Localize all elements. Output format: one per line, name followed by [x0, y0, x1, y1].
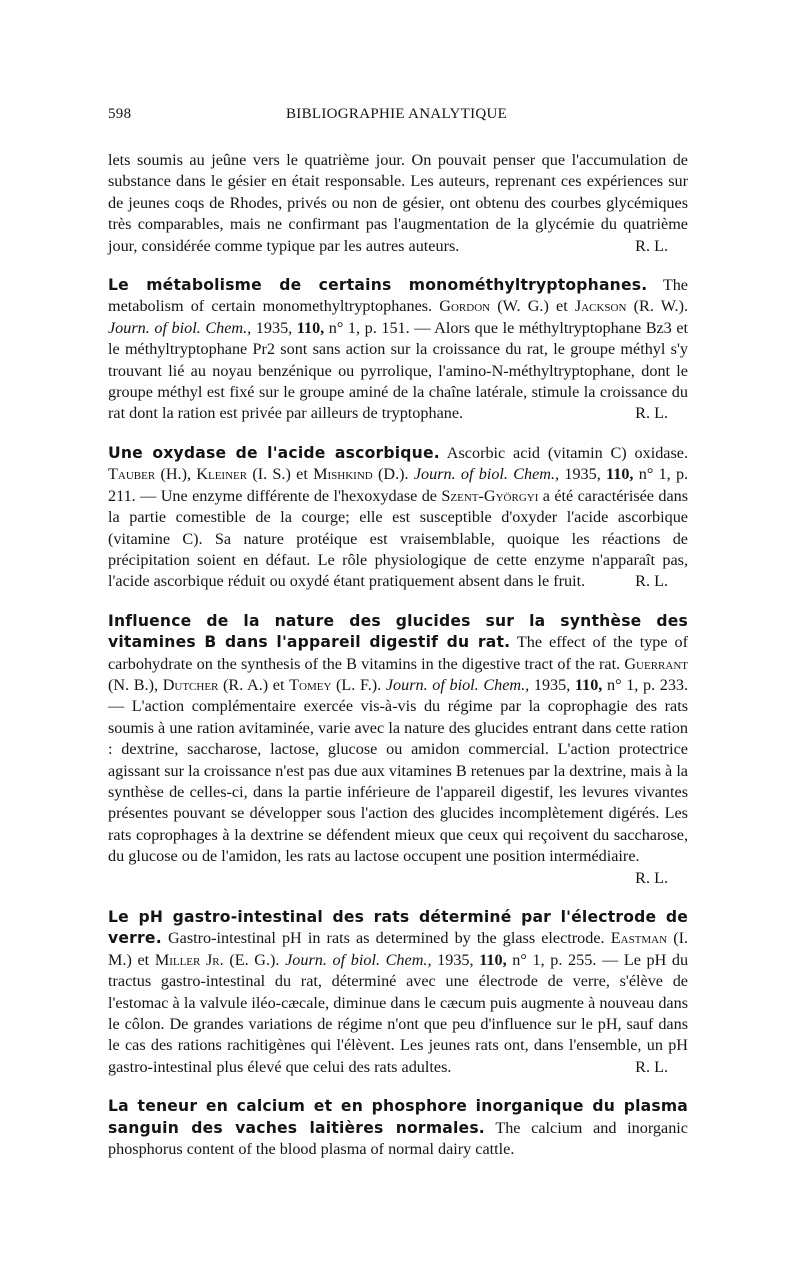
issue-pages: n° 1, p. 211. — [108, 465, 689, 505]
reviewer-signature: R. L. — [635, 572, 668, 591]
english-title: Gastro-intestinal pH in rats as determined by the glass electrode. — [167, 929, 605, 948]
abstract-text: lets soumis au jeûne vers le quatrième jour. On pouvait penser que l'accumulation de substance dans le gésier en était responsable. Les auteurs, reprenant ces expériences sur de jeunes coqs de Rhodes, privés ou non de gésier, ont obtenu des courbes glycémiques très comparables, mais ne confirmant pas l'augmentation de la glycémie du quatrième jour, considérée comme typique par les autres auteurs. — [108, 151, 688, 255]
author-initials: (H.), — [160, 465, 192, 484]
issue-pages: n° 1, p. 233. — [607, 675, 689, 694]
author-name: Tomey — [289, 675, 332, 694]
english-title: The metabolism of certain monomethyltryptophanes. — [108, 276, 688, 316]
author-initials: (I. M.) — [108, 929, 689, 969]
article-title: Le pH gastro-intestinal des rats déterminé par l'électrode de verre. — [108, 908, 688, 948]
english-title: The calcium and inorganic phosphorus content of the blood plasma of normal dairy cattle. — [108, 1118, 688, 1159]
cited-name: Szent-Györgyi — [441, 486, 539, 505]
reviewer-signature: R. L. — [635, 868, 668, 887]
journal-year: 1935, — [564, 465, 601, 484]
journal-name: Journ. of biol. Chem., — [385, 675, 530, 694]
author-name: Gordon — [439, 297, 491, 316]
abstract-entry — [108, 1096, 688, 1160]
abstract-text: — Alors que le méthyltryptophane Bz3 et le méthyltryptophane Pr2 sont sans action sur la croissance du rat, le groupe méthyl s'y trouvant lié au noyau benzénique ou pyrrolique, l'amino-N-méthyltryptophane, dont le groupe méthyl est fixé sur le groupe aminé de la chaîne latérale, stimule la croissance du rat dont la ration est privée par ailleurs de tryptophane. — [108, 318, 689, 423]
author-initials: (E. G.). — [229, 950, 280, 969]
author-name: Eastman — [610, 929, 668, 948]
issue-pages: n° 1, p. 151. — [328, 318, 410, 337]
abstract-text: — Le pH du tractus gastro-intestinal du rat, déterminé avec une électrode de verre, s'élève de l'estomac à la valvule iléo-cæcale, diminue dans le cæcum puis augmente à nouveau dans le côlon. De grandes variations de régime n'ont que peu d'influence sur le pH, sauf dans le cas des rations rachitigènes qui l'élèvent. Les jeunes rats ont, dans l'ensemble, un pH gastro-intestinal plus élevé que celui des rats adultes. — [108, 950, 689, 1076]
author-initials: (R. W.). — [633, 297, 689, 316]
journal-volume: 110, — [606, 465, 634, 484]
abstract-text: a été caractérisée dans la partie comestible de la courge; elle est susceptible d'oxyder l'acide ascorbique (vitamine C). Sa nature protéique est vraisemblable, quoique les réactions de précipitation soient en défaut. Le rôle physiologique de cette enzyme n'apparaît pas, l'acide ascorbique réduit ou oxydé étant pratiquement absent dans le fruit. — [108, 486, 689, 591]
reviewer-signature: R. L. — [635, 404, 668, 423]
journal-name: Journ. of biol. Chem., — [285, 950, 432, 969]
abstract-entry — [108, 443, 688, 593]
author-name: Guerrant — [624, 654, 688, 673]
journal-year: 1935, — [255, 318, 293, 337]
author-connector: et — [272, 675, 285, 694]
author-connector: et — [296, 465, 308, 484]
author-name: Dutcher — [162, 675, 219, 694]
abstract-text: — Une enzyme différente de l'hexoxydase de — [140, 486, 437, 505]
author-name: Kleiner — [196, 465, 248, 484]
abstract-entry — [108, 275, 688, 425]
issue-pages: n° 1, p. 255. — [512, 950, 597, 969]
author-name: Mishkind — [313, 465, 373, 484]
author-connector: et — [137, 950, 150, 969]
page-header — [108, 106, 688, 132]
author-name: Tauber — [108, 465, 156, 484]
running-title: BIBLIOGRAPHIE ANALYTIQUE — [286, 106, 508, 122]
article-title: Influence de la nature des glucides sur la synthèse des vitamines B dans l'appareil digestif du rat. — [108, 611, 688, 652]
author-connector: et — [556, 297, 568, 316]
abstract-entry — [108, 907, 688, 1078]
abstract-text: — L'action complémentaire exercée vis-à-vis du régime par la coprophagie des rats soumis à une ration avitaminée, varie avec la nature des glucides entrant dans cette ration : dextrine, saccharose, lactose, glucose ou amidon commercial. L'action protectrice agissant sur la croissance n'est pas due aux vitamines B retenues par la dextrine, mais à la synthèse de celles-ci, dans la partie inférieure de l'appareil digestif, les levures vivantes présentes pouvant se développer sous l'action des glucides incomplètement digérés. Les rats coprophages à la dextrine se défendent mieux que ceux qui reçoivent du saccharose, du glucose ou de l'amidon, les rats au lactose occupent une position intermédiaire. — [108, 697, 688, 866]
article-title: La teneur en calcium et en phosphore inorganique du plasma sanguin des vaches laitières normales. — [108, 1097, 688, 1137]
journal-volume: 110, — [479, 950, 507, 969]
author-initials: (L. F.). — [336, 675, 382, 694]
article-title: Une oxydase de l'acide ascorbique. — [108, 443, 440, 462]
journal-volume: 110, — [296, 318, 325, 337]
journal-name: Journ. of biol. Chem., — [413, 465, 560, 484]
page-number: 598 — [108, 106, 132, 122]
author-initials: (N. B.), — [108, 675, 159, 694]
abstract-continuation — [108, 150, 688, 257]
article-title: Le métabolisme de certains monométhyltryptophanes. — [108, 276, 648, 295]
english-title: Ascorbic acid (vitamin C) oxidase. — [446, 443, 688, 462]
author-initials: (W. G.) — [497, 297, 549, 316]
journal-volume: 110, — [574, 675, 603, 694]
abstract-entry — [108, 611, 688, 889]
english-title: The effect of the type of carbohydrate on the synthesis of the B vitamins in the digestive tract of the rat. — [108, 633, 688, 673]
journal-year: 1935, — [533, 675, 571, 694]
reviewer-signature: R. L. — [635, 236, 668, 255]
author-initials: (I. S.) — [252, 465, 291, 484]
reviewer-signature: R. L. — [635, 1057, 668, 1076]
author-initials: (R. A.) — [223, 675, 269, 694]
author-initials: (D.). — [377, 465, 409, 484]
author-name: Jackson — [574, 297, 627, 316]
journal-name: Journ. of biol. Chem., — [108, 318, 252, 337]
journal-year: 1935, — [437, 950, 474, 969]
author-name: Miller Jr. — [154, 950, 224, 969]
